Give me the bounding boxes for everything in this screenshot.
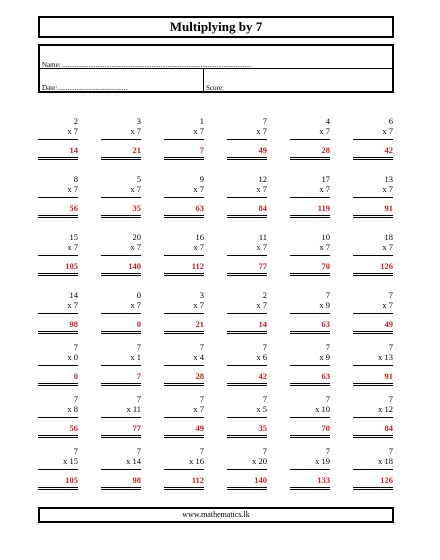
- answer-rule-top: [290, 255, 330, 256]
- multiplicand: 7: [199, 394, 204, 404]
- answer-rule-top: [38, 365, 78, 366]
- answer-rule-bottom: [164, 157, 204, 158]
- answer-rule-top: [101, 365, 141, 366]
- answer-rule-bottom: [290, 487, 330, 488]
- problem-item: [164, 174, 204, 213]
- problem-item: [101, 290, 141, 329]
- answer-value: 105: [65, 475, 78, 485]
- answer-value: 28: [195, 371, 204, 381]
- multiplicand: 7: [262, 394, 267, 404]
- answer-rule-bottom: [38, 273, 78, 274]
- answer-rule-bottom: [101, 435, 141, 436]
- multiplier: x 7: [382, 184, 393, 194]
- answer-rule-bottom: [101, 157, 141, 158]
- answer-rule-bottom-2: [101, 437, 141, 438]
- multiplicand: 3: [199, 290, 204, 300]
- answer-value: 21: [132, 145, 141, 155]
- problem-item: [101, 446, 141, 485]
- answer-rule-bottom-2: [164, 217, 204, 218]
- multiplicand: 12: [258, 174, 267, 184]
- multiplicand: 7: [325, 342, 330, 352]
- problem-item: [101, 174, 141, 213]
- multiplier: x 7: [382, 242, 393, 252]
- multiplier: x 7: [319, 126, 330, 136]
- answer-rule-bottom-2: [353, 159, 393, 160]
- answer-value: 14: [69, 145, 78, 155]
- answer-value: 91: [384, 203, 393, 213]
- problem-item: [353, 446, 393, 485]
- problem-item: [227, 394, 267, 433]
- answer-rule-bottom-2: [227, 489, 267, 490]
- answer-value: 77: [258, 261, 267, 271]
- answer-rule-bottom: [101, 215, 141, 216]
- problem-item: [290, 394, 330, 433]
- answer-rule-top: [101, 255, 141, 256]
- answer-rule-bottom-2: [290, 333, 330, 334]
- date-field-label: Date: .......................................: [42, 84, 128, 92]
- answer-value: 112: [191, 475, 204, 485]
- multiplicand: 16: [195, 232, 204, 242]
- answer-value: 140: [128, 261, 141, 271]
- multiplier: x 7: [130, 184, 141, 194]
- answer-rule-bottom-2: [164, 489, 204, 490]
- problem-item: [227, 116, 267, 155]
- multiplicand: 18: [384, 232, 393, 242]
- answer-rule-bottom: [227, 435, 267, 436]
- answer-rule-top: [38, 139, 78, 140]
- answer-value: 56: [69, 203, 78, 213]
- answer-rule-bottom: [227, 157, 267, 158]
- multiplicand: 7: [136, 342, 141, 352]
- problem-item: [164, 290, 204, 329]
- answer-rule-bottom-2: [353, 333, 393, 334]
- multiplier: x 7: [130, 300, 141, 310]
- multiplicand: 7: [388, 446, 393, 456]
- answer-rule-bottom: [290, 331, 330, 332]
- multiplicand: 7: [388, 394, 393, 404]
- answer-rule-top: [164, 255, 204, 256]
- multiplicand: 8: [73, 174, 78, 184]
- multiplicand: 7: [325, 446, 330, 456]
- answer-rule-bottom: [164, 331, 204, 332]
- multiplicand: 7: [388, 290, 393, 300]
- multiplier: x 14: [126, 456, 141, 466]
- problem-item: [227, 232, 267, 271]
- multiplier: x 16: [189, 456, 204, 466]
- answer-rule-bottom: [164, 435, 204, 436]
- answer-value: 63: [321, 371, 330, 381]
- multiplicand: 5: [136, 174, 141, 184]
- answer-value: 70: [321, 261, 330, 271]
- problem-item: [38, 446, 78, 485]
- problem-item: [227, 174, 267, 213]
- answer-rule-top: [38, 469, 78, 470]
- problem-item: [164, 394, 204, 433]
- answer-value: 42: [258, 371, 267, 381]
- answer-value: 112: [191, 261, 204, 271]
- answer-value: 84: [258, 203, 267, 213]
- answer-value: 91: [384, 371, 393, 381]
- score-field-label: Score:: [206, 84, 224, 92]
- problem-item: [227, 290, 267, 329]
- multiplier: x 7: [256, 300, 267, 310]
- answer-rule-bottom: [227, 487, 267, 488]
- footer-website: www.mathematics.lk: [38, 507, 394, 523]
- answer-rule-top: [38, 417, 78, 418]
- answer-rule-top: [101, 197, 141, 198]
- multiplier: x 18: [378, 456, 393, 466]
- multiplicand: 1: [199, 116, 204, 126]
- answer-rule-bottom-2: [38, 159, 78, 160]
- answer-rule-bottom-2: [227, 333, 267, 334]
- answer-rule-bottom-2: [290, 385, 330, 386]
- answer-rule-bottom: [38, 383, 78, 384]
- multiplicand: 7: [73, 394, 78, 404]
- multiplicand: 7: [199, 446, 204, 456]
- multiplicand: 4: [325, 116, 330, 126]
- multiplier: x 6: [256, 352, 267, 362]
- answer-rule-bottom-2: [353, 217, 393, 218]
- answer-value: 98: [132, 475, 141, 485]
- multiplicand: 7: [262, 446, 267, 456]
- answer-rule-bottom: [164, 273, 204, 274]
- answer-value: 42: [384, 145, 393, 155]
- answer-rule-top: [227, 313, 267, 314]
- answer-rule-bottom: [290, 215, 330, 216]
- answer-value: 35: [258, 423, 267, 433]
- multiplicand: 7: [136, 394, 141, 404]
- answer-rule-top: [164, 469, 204, 470]
- multiplier: x 7: [256, 242, 267, 252]
- answer-rule-top: [227, 417, 267, 418]
- answer-rule-bottom-2: [38, 275, 78, 276]
- answer-value: 35: [132, 203, 141, 213]
- multiplicand: 9: [199, 174, 204, 184]
- problem-item: [353, 290, 393, 329]
- answer-rule-bottom-2: [227, 217, 267, 218]
- answer-rule-top: [101, 313, 141, 314]
- answer-rule-bottom-2: [227, 275, 267, 276]
- answer-rule-bottom-2: [164, 275, 204, 276]
- multiplicand: 13: [384, 174, 393, 184]
- problem-item: [290, 174, 330, 213]
- multiplier: x 7: [256, 126, 267, 136]
- answer-rule-bottom-2: [38, 385, 78, 386]
- answer-rule-bottom: [38, 487, 78, 488]
- answer-rule-top: [290, 313, 330, 314]
- problem-item: [290, 446, 330, 485]
- answer-rule-top: [227, 255, 267, 256]
- multiplicand: 15: [69, 232, 78, 242]
- multiplicand: 7: [325, 290, 330, 300]
- answer-rule-bottom-2: [38, 437, 78, 438]
- multiplicand: 20: [132, 232, 141, 242]
- problem-item: [353, 342, 393, 381]
- answer-rule-bottom-2: [353, 437, 393, 438]
- multiplier: x 7: [382, 126, 393, 136]
- answer-rule-top: [164, 417, 204, 418]
- answer-rule-top: [290, 469, 330, 470]
- multiplicand: 2: [262, 290, 267, 300]
- answer-rule-bottom: [353, 487, 393, 488]
- problem-item: [164, 446, 204, 485]
- answer-rule-bottom: [101, 383, 141, 384]
- multiplier: x 7: [256, 184, 267, 194]
- answer-value: 126: [380, 475, 393, 485]
- multiplicand: 7: [262, 116, 267, 126]
- problem-item: [290, 342, 330, 381]
- answer-rule-top: [227, 197, 267, 198]
- problem-item: [164, 232, 204, 271]
- multiplier: x 9: [319, 300, 330, 310]
- answer-rule-bottom: [353, 435, 393, 436]
- multiplier: x 20: [252, 456, 267, 466]
- answer-rule-bottom: [290, 383, 330, 384]
- problem-item: [290, 290, 330, 329]
- multiplicand: 14: [69, 290, 78, 300]
- problem-item: [101, 116, 141, 155]
- multiplier: x 7: [67, 300, 78, 310]
- problem-item: [353, 232, 393, 271]
- answer-rule-bottom-2: [290, 489, 330, 490]
- problem-item: [101, 232, 141, 271]
- answer-value: 14: [258, 319, 267, 329]
- multiplier: x 5: [256, 404, 267, 414]
- multiplier: x 9: [319, 352, 330, 362]
- answer-rule-bottom-2: [38, 333, 78, 334]
- answer-rule-top: [38, 197, 78, 198]
- answer-rule-top: [164, 365, 204, 366]
- multiplicand: 0: [136, 290, 141, 300]
- problem-item: [290, 116, 330, 155]
- problem-item: [353, 394, 393, 433]
- worksheet-title: Multiplying by 7: [38, 16, 394, 38]
- answer-value: 7: [136, 371, 141, 381]
- problem-item: [38, 290, 78, 329]
- answer-rule-bottom-2: [101, 333, 141, 334]
- multiplicand: 7: [73, 342, 78, 352]
- answer-rule-bottom: [227, 383, 267, 384]
- problem-item: [290, 232, 330, 271]
- answer-value: 56: [69, 423, 78, 433]
- answer-value: 21: [195, 319, 204, 329]
- answer-rule-bottom: [38, 215, 78, 216]
- answer-rule-top: [227, 469, 267, 470]
- answer-rule-top: [164, 197, 204, 198]
- answer-rule-bottom-2: [227, 437, 267, 438]
- answer-rule-bottom: [353, 331, 393, 332]
- multiplier: x 7: [193, 404, 204, 414]
- problem-item: [353, 174, 393, 213]
- answer-rule-top: [101, 139, 141, 140]
- answer-rule-bottom-2: [290, 275, 330, 276]
- multiplier: x 7: [193, 242, 204, 252]
- multiplicand: 6: [388, 116, 393, 126]
- problem-item: [227, 446, 267, 485]
- multiplier: x 12: [378, 404, 393, 414]
- problem-item: [38, 116, 78, 155]
- answer-rule-top: [227, 365, 267, 366]
- multiplier: x 7: [193, 300, 204, 310]
- answer-rule-top: [290, 139, 330, 140]
- answer-rule-bottom: [101, 273, 141, 274]
- answer-rule-top: [227, 139, 267, 140]
- answer-rule-bottom: [353, 215, 393, 216]
- answer-rule-bottom: [164, 383, 204, 384]
- answer-rule-bottom-2: [101, 159, 141, 160]
- answer-rule-top: [101, 417, 141, 418]
- multiplier: x 10: [315, 404, 330, 414]
- multiplier: x 7: [319, 184, 330, 194]
- answer-rule-bottom-2: [353, 489, 393, 490]
- problem-item: [164, 342, 204, 381]
- answer-rule-bottom: [290, 157, 330, 158]
- answer-rule-bottom-2: [164, 385, 204, 386]
- answer-rule-top: [290, 365, 330, 366]
- multiplier: x 7: [193, 126, 204, 136]
- answer-value: 28: [321, 145, 330, 155]
- answer-value: 119: [317, 203, 330, 213]
- answer-rule-bottom: [38, 435, 78, 436]
- multiplier: x 7: [67, 126, 78, 136]
- answer-rule-top: [353, 255, 393, 256]
- multiplicand: 11: [258, 232, 267, 242]
- multiplier: x 15: [63, 456, 78, 466]
- answer-rule-bottom: [38, 157, 78, 158]
- problem-item: [101, 394, 141, 433]
- answer-rule-top: [353, 417, 393, 418]
- answer-rule-bottom-2: [290, 217, 330, 218]
- answer-rule-bottom-2: [38, 489, 78, 490]
- answer-rule-bottom: [353, 157, 393, 158]
- answer-rule-top: [353, 197, 393, 198]
- answer-rule-bottom-2: [164, 159, 204, 160]
- answer-rule-bottom-2: [353, 385, 393, 386]
- answer-value: 70: [321, 423, 330, 433]
- multiplier: x 8: [67, 404, 78, 414]
- answer-value: 7: [199, 145, 204, 155]
- answer-value: 140: [254, 475, 267, 485]
- multiplier: x 1: [130, 352, 141, 362]
- multiplicand: 17: [321, 174, 330, 184]
- answer-rule-bottom-2: [101, 385, 141, 386]
- answer-rule-bottom-2: [101, 489, 141, 490]
- multiplier: x 7: [319, 242, 330, 252]
- answer-rule-top: [38, 313, 78, 314]
- answer-value: 126: [380, 261, 393, 271]
- answer-rule-bottom: [290, 273, 330, 274]
- answer-rule-bottom: [227, 331, 267, 332]
- problem-item: [38, 232, 78, 271]
- answer-rule-bottom: [227, 273, 267, 274]
- answer-value: 105: [65, 261, 78, 271]
- answer-rule-top: [101, 469, 141, 470]
- answer-value: 0: [136, 319, 141, 329]
- problem-item: [353, 116, 393, 155]
- multiplicand: 7: [199, 342, 204, 352]
- multiplicand: 10: [321, 232, 330, 242]
- answer-rule-bottom-2: [227, 385, 267, 386]
- answer-rule-top: [38, 255, 78, 256]
- answer-rule-bottom: [353, 383, 393, 384]
- answer-value: 0: [73, 371, 78, 381]
- problem-item: [227, 342, 267, 381]
- answer-rule-top: [353, 139, 393, 140]
- answer-rule-bottom: [38, 331, 78, 332]
- multiplier: x 11: [126, 404, 141, 414]
- multiplier: x 13: [378, 352, 393, 362]
- multiplier: x 7: [130, 126, 141, 136]
- answer-rule-bottom-2: [164, 333, 204, 334]
- multiplier: x 7: [130, 242, 141, 252]
- answer-rule-bottom: [101, 487, 141, 488]
- problem-item: [38, 394, 78, 433]
- answer-rule-bottom-2: [290, 437, 330, 438]
- multiplier: x 7: [67, 184, 78, 194]
- problem-item: [101, 342, 141, 381]
- answer-rule-top: [353, 469, 393, 470]
- problem-item: [164, 116, 204, 155]
- multiplicand: 7: [388, 342, 393, 352]
- answer-rule-bottom: [290, 435, 330, 436]
- answer-rule-bottom-2: [101, 217, 141, 218]
- multiplicand: 7: [325, 394, 330, 404]
- multiplicand: 7: [73, 446, 78, 456]
- answer-rule-bottom-2: [38, 217, 78, 218]
- answer-rule-bottom-2: [227, 159, 267, 160]
- multiplicand: 7: [136, 446, 141, 456]
- multiplier: x 7: [67, 242, 78, 252]
- multiplicand: 7: [262, 342, 267, 352]
- name-field-label: Name: ............................................................................................................: [42, 61, 252, 69]
- multiplier: x 0: [67, 352, 78, 362]
- answer-rule-bottom: [164, 215, 204, 216]
- answer-value: 49: [384, 319, 393, 329]
- answer-rule-top: [353, 365, 393, 366]
- multiplier: x 7: [382, 300, 393, 310]
- answer-rule-top: [353, 313, 393, 314]
- answer-rule-bottom-2: [101, 275, 141, 276]
- multiplicand: 3: [136, 116, 141, 126]
- answer-value: 63: [195, 203, 204, 213]
- answer-rule-bottom: [227, 215, 267, 216]
- answer-value: 49: [258, 145, 267, 155]
- problem-item: [38, 174, 78, 213]
- multiplier: x 7: [193, 184, 204, 194]
- multiplier: x 19: [315, 456, 330, 466]
- answer-rule-bottom-2: [164, 437, 204, 438]
- answer-rule-top: [164, 313, 204, 314]
- answer-rule-bottom: [101, 331, 141, 332]
- answer-value: 77: [132, 423, 141, 433]
- answer-value: 63: [321, 319, 330, 329]
- answer-rule-bottom-2: [353, 275, 393, 276]
- answer-rule-top: [290, 197, 330, 198]
- answer-rule-top: [290, 417, 330, 418]
- answer-value: 49: [195, 423, 204, 433]
- multiplier: x 4: [193, 352, 204, 362]
- answer-rule-bottom: [164, 487, 204, 488]
- answer-value: 133: [317, 475, 330, 485]
- answer-value: 84: [384, 423, 393, 433]
- answer-rule-bottom-2: [290, 159, 330, 160]
- answer-rule-bottom: [353, 273, 393, 274]
- answer-rule-top: [164, 139, 204, 140]
- multiplicand: 2: [73, 116, 78, 126]
- answer-value: 98: [69, 319, 78, 329]
- problem-item: [38, 342, 78, 381]
